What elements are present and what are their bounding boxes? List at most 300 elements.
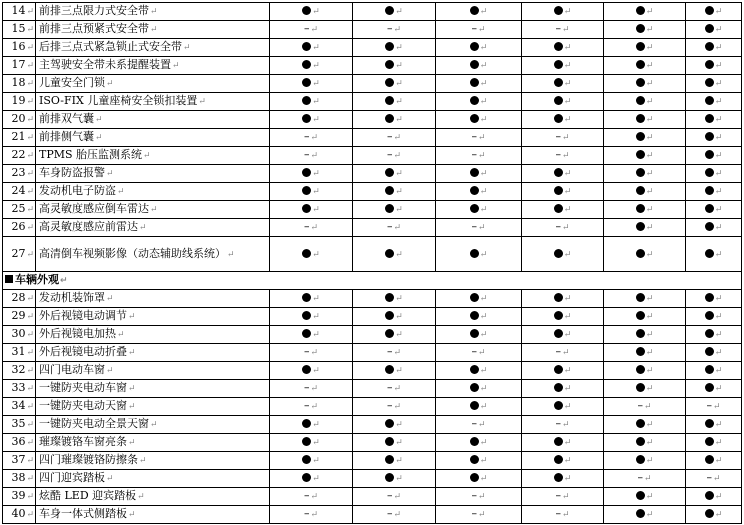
return-mark: ↵ <box>26 510 34 520</box>
value-cell <box>270 165 353 183</box>
standard-dot-icon <box>636 24 645 33</box>
feature-name-cell <box>36 21 270 39</box>
value-cell <box>353 165 436 183</box>
return-mark: ↵ <box>106 169 114 179</box>
value-cell <box>604 201 686 219</box>
none-dash: – <box>386 507 393 520</box>
return-mark: ↵ <box>714 151 723 161</box>
table-row <box>3 183 742 201</box>
standard-dot-icon <box>554 293 563 302</box>
standard-dot-icon <box>302 329 311 338</box>
return-mark: ↵ <box>26 438 34 448</box>
return-mark: ↵ <box>563 43 572 53</box>
return-mark: ↵ <box>26 456 34 466</box>
standard-dot-icon <box>470 114 479 123</box>
table-row <box>3 219 742 237</box>
return-mark: ↵ <box>714 7 723 17</box>
standard-dot-icon <box>636 222 645 231</box>
row-number-cell <box>3 452 36 470</box>
value-cell <box>436 362 522 380</box>
return-mark: ↵ <box>128 510 136 520</box>
value-cell <box>436 201 522 219</box>
value-cell <box>604 111 686 129</box>
value-cell <box>436 165 522 183</box>
return-mark: ↵ <box>563 79 572 89</box>
feature-name-cell <box>36 326 270 344</box>
table-row <box>3 39 742 57</box>
return-mark: ↵ <box>645 492 654 502</box>
return-mark: ↵ <box>26 384 34 394</box>
row-number: 18 <box>11 76 26 89</box>
return-mark: ↵ <box>479 384 488 394</box>
value-cell <box>436 380 522 398</box>
table-row <box>3 237 742 272</box>
return-mark: ↵ <box>60 276 68 286</box>
row-number-cell <box>3 344 36 362</box>
return-mark: ↵ <box>395 366 403 376</box>
return-mark: ↵ <box>712 474 721 484</box>
return-mark: ↵ <box>563 474 572 484</box>
row-number: 37 <box>11 453 26 466</box>
return-mark: ↵ <box>312 330 320 340</box>
feature-name: 前排三点预紧式安全带 <box>39 22 149 35</box>
return-mark: ↵ <box>395 115 403 125</box>
row-number: 15 <box>11 22 26 35</box>
return-mark: ↵ <box>563 384 572 394</box>
standard-dot-icon <box>385 6 394 15</box>
feature-name: 前排双气囊 <box>39 112 94 125</box>
none-dash: – <box>637 399 643 412</box>
standard-dot-icon <box>302 249 311 258</box>
value-cell <box>522 398 604 416</box>
return-mark: ↵ <box>312 366 320 376</box>
return-mark: ↵ <box>393 510 402 520</box>
value-cell <box>270 488 353 506</box>
value-cell <box>522 308 604 326</box>
return-mark: ↵ <box>714 438 723 448</box>
return-mark: ↵ <box>645 115 654 125</box>
value-cell <box>353 201 436 219</box>
return-mark: ↵ <box>645 384 654 394</box>
return-mark: ↵ <box>477 348 486 358</box>
row-number-cell <box>3 147 36 165</box>
row-number-cell <box>3 362 36 380</box>
table-row <box>3 380 742 398</box>
standard-dot-icon <box>636 419 645 428</box>
return-mark: ↵ <box>26 294 34 304</box>
return-mark: ↵ <box>95 133 103 143</box>
return-mark: ↵ <box>714 169 723 179</box>
standard-dot-icon <box>705 204 714 213</box>
value-cell <box>270 380 353 398</box>
return-mark: ↵ <box>172 61 180 71</box>
return-mark: ↵ <box>26 133 34 143</box>
return-mark: ↵ <box>563 115 572 125</box>
return-mark: ↵ <box>563 7 572 17</box>
value-cell <box>522 111 604 129</box>
return-mark: ↵ <box>26 420 34 430</box>
value-cell <box>270 3 353 21</box>
return-mark: ↵ <box>312 61 320 71</box>
value-cell <box>436 111 522 129</box>
row-number: 17 <box>11 58 26 71</box>
value-cell <box>270 308 353 326</box>
standard-dot-icon <box>385 60 394 69</box>
standard-dot-icon <box>636 168 645 177</box>
standard-dot-icon <box>705 365 714 374</box>
none-dash: – <box>555 417 561 430</box>
feature-name: 前排侧气囊 <box>39 130 94 143</box>
return-mark: ↵ <box>117 330 125 340</box>
return-mark: ↵ <box>479 249 488 260</box>
value-cell <box>353 39 436 57</box>
value-cell <box>522 39 604 57</box>
none-dash: – <box>555 345 561 358</box>
return-mark: ↵ <box>393 133 402 143</box>
feature-name: 车身一体式侧踏板 <box>39 507 127 520</box>
section-row <box>3 272 742 290</box>
row-number-cell <box>3 183 36 201</box>
none-dash: – <box>386 22 393 35</box>
standard-dot-icon <box>705 96 714 105</box>
standard-dot-icon <box>385 42 394 51</box>
row-number-cell <box>3 416 36 434</box>
standard-dot-icon <box>705 329 714 338</box>
value-cell <box>686 416 742 434</box>
none-dash: – <box>555 507 561 520</box>
row-number: 16 <box>11 40 26 53</box>
standard-dot-icon <box>470 455 479 464</box>
row-number: 24 <box>11 184 26 197</box>
return-mark: ↵ <box>645 7 654 17</box>
feature-name: 高清倒车视频影像（动态辅助线系统） <box>39 246 226 260</box>
value-cell <box>604 129 686 147</box>
feature-name: 后排三点式紧急锁止式安全带 <box>39 40 182 53</box>
return-mark: ↵ <box>479 330 488 340</box>
return-mark: ↵ <box>26 492 34 502</box>
return-mark: ↵ <box>561 510 570 520</box>
row-number-cell <box>3 75 36 93</box>
value-cell <box>353 380 436 398</box>
standard-dot-icon <box>302 455 311 464</box>
feature-name: 发动机装饰罩 <box>39 291 105 304</box>
return-mark: ↵ <box>312 438 320 448</box>
feature-name: TPMS 胎压监测系统 <box>39 148 143 161</box>
return-mark: ↵ <box>561 133 570 143</box>
none-dash: – <box>303 220 310 233</box>
return-mark: ↵ <box>563 330 572 340</box>
value-cell <box>436 434 522 452</box>
return-mark: ↵ <box>310 384 319 394</box>
return-mark: ↵ <box>714 61 723 71</box>
value-cell <box>686 470 742 488</box>
feature-name-cell <box>36 488 270 506</box>
row-number-cell <box>3 380 36 398</box>
return-mark: ↵ <box>393 151 402 161</box>
table-row <box>3 93 742 111</box>
standard-dot-icon <box>705 186 714 195</box>
return-mark: ↵ <box>561 492 570 502</box>
standard-dot-icon <box>636 347 645 356</box>
return-mark: ↵ <box>312 169 320 179</box>
return-mark: ↵ <box>477 25 486 35</box>
value-cell <box>436 290 522 308</box>
return-mark: ↵ <box>561 348 570 358</box>
standard-dot-icon <box>705 249 714 258</box>
table-row <box>3 452 742 470</box>
value-cell <box>270 111 353 129</box>
value-cell <box>353 290 436 308</box>
return-mark: ↵ <box>128 402 136 412</box>
row-number: 38 <box>11 471 26 484</box>
value-cell <box>686 75 742 93</box>
none-dash: – <box>555 489 561 502</box>
return-mark: ↵ <box>312 115 320 125</box>
return-mark: ↵ <box>643 474 652 484</box>
return-mark: ↵ <box>310 25 319 35</box>
standard-dot-icon <box>302 60 311 69</box>
table-row <box>3 147 742 165</box>
feature-name: 璀璨镀铬车窗亮条 <box>39 435 127 448</box>
value-cell <box>270 129 353 147</box>
feature-name-cell <box>36 75 270 93</box>
return-mark: ↵ <box>714 420 723 430</box>
standard-dot-icon <box>554 60 563 69</box>
return-mark: ↵ <box>645 25 654 35</box>
value-cell <box>522 434 604 452</box>
return-mark: ↵ <box>477 420 486 430</box>
standard-dot-icon <box>636 42 645 51</box>
return-mark: ↵ <box>395 438 403 448</box>
row-number-cell <box>3 39 36 57</box>
value-cell <box>604 93 686 111</box>
feature-name: 高灵敏度感应前雷达 <box>39 220 138 233</box>
value-cell <box>353 237 436 272</box>
return-mark: ↵ <box>393 402 402 412</box>
standard-dot-icon <box>705 419 714 428</box>
value-cell <box>436 344 522 362</box>
spec-table-body <box>3 3 742 524</box>
value-cell <box>604 147 686 165</box>
section-label: 车辆外观 <box>15 273 59 286</box>
value-cell <box>522 57 604 75</box>
none-dash: – <box>303 130 310 143</box>
row-number-cell <box>3 129 36 147</box>
value-cell <box>270 416 353 434</box>
return-mark: ↵ <box>714 205 723 215</box>
return-mark: ↵ <box>183 43 191 53</box>
value-cell <box>522 344 604 362</box>
table-row <box>3 129 742 147</box>
row-number: 39 <box>11 489 26 502</box>
standard-dot-icon <box>705 150 714 159</box>
standard-dot-icon <box>636 132 645 141</box>
value-cell <box>270 326 353 344</box>
standard-dot-icon <box>636 60 645 69</box>
return-mark: ↵ <box>645 133 654 143</box>
return-mark: ↵ <box>26 348 34 358</box>
return-mark: ↵ <box>395 330 403 340</box>
value-cell <box>522 21 604 39</box>
value-cell <box>686 39 742 57</box>
row-number-cell <box>3 326 36 344</box>
value-cell <box>604 21 686 39</box>
value-cell <box>353 21 436 39</box>
value-cell <box>436 488 522 506</box>
return-mark: ↵ <box>563 249 572 260</box>
return-mark: ↵ <box>26 223 34 233</box>
standard-dot-icon <box>302 6 311 15</box>
return-mark: ↵ <box>106 294 114 304</box>
standard-dot-icon <box>302 168 311 177</box>
value-cell <box>604 290 686 308</box>
standard-dot-icon <box>470 383 479 392</box>
return-mark: ↵ <box>150 7 158 17</box>
value-cell <box>686 147 742 165</box>
return-mark: ↵ <box>143 151 151 161</box>
feature-name: 四门电动车窗 <box>39 363 105 376</box>
return-mark: ↵ <box>645 61 654 71</box>
return-mark: ↵ <box>26 402 34 412</box>
return-mark: ↵ <box>714 43 723 53</box>
standard-dot-icon <box>554 114 563 123</box>
row-number-cell <box>3 290 36 308</box>
standard-dot-icon <box>554 204 563 213</box>
return-mark: ↵ <box>312 97 320 107</box>
return-mark: ↵ <box>714 294 723 304</box>
feature-name-cell <box>36 201 270 219</box>
feature-name-cell <box>36 380 270 398</box>
row-number-cell <box>3 201 36 219</box>
return-mark: ↵ <box>645 366 654 376</box>
none-dash: – <box>303 399 310 412</box>
standard-dot-icon <box>385 311 394 320</box>
standard-dot-icon <box>636 204 645 213</box>
standard-dot-icon <box>385 186 394 195</box>
value-cell <box>522 362 604 380</box>
standard-dot-icon <box>705 311 714 320</box>
return-mark: ↵ <box>128 312 136 322</box>
standard-dot-icon <box>554 329 563 338</box>
standard-dot-icon <box>385 329 394 338</box>
return-mark: ↵ <box>198 97 206 107</box>
value-cell <box>604 398 686 416</box>
standard-dot-icon <box>554 78 563 87</box>
return-mark: ↵ <box>645 456 654 466</box>
standard-dot-icon <box>705 383 714 392</box>
standard-dot-icon <box>385 473 394 482</box>
return-mark: ↵ <box>310 510 319 520</box>
standard-dot-icon <box>302 437 311 446</box>
table-row <box>3 326 742 344</box>
row-number: 23 <box>11 166 26 179</box>
value-cell <box>686 380 742 398</box>
value-cell <box>353 308 436 326</box>
return-mark: ↵ <box>563 187 572 197</box>
standard-dot-icon <box>705 132 714 141</box>
return-mark: ↵ <box>26 249 34 260</box>
standard-dot-icon <box>554 401 563 410</box>
feature-name-cell <box>36 470 270 488</box>
return-mark: ↵ <box>477 133 486 143</box>
standard-dot-icon <box>636 365 645 374</box>
value-cell <box>436 326 522 344</box>
feature-name-cell <box>36 219 270 237</box>
value-cell <box>604 434 686 452</box>
value-cell <box>686 452 742 470</box>
value-cell <box>270 362 353 380</box>
table-row <box>3 165 742 183</box>
standard-dot-icon <box>302 204 311 213</box>
none-dash: – <box>471 345 477 358</box>
value-cell <box>436 452 522 470</box>
value-cell <box>436 506 522 524</box>
row-number-cell <box>3 237 36 272</box>
row-number-cell <box>3 219 36 237</box>
standard-dot-icon <box>470 437 479 446</box>
return-mark: ↵ <box>310 348 319 358</box>
return-mark: ↵ <box>714 223 723 233</box>
return-mark: ↵ <box>312 43 320 53</box>
value-cell <box>353 344 436 362</box>
standard-dot-icon <box>554 168 563 177</box>
none-dash: – <box>706 471 712 484</box>
row-number-cell <box>3 434 36 452</box>
standard-dot-icon <box>470 329 479 338</box>
standard-dot-icon <box>636 383 645 392</box>
none-dash: – <box>637 471 643 484</box>
standard-dot-icon <box>302 42 311 51</box>
value-cell <box>686 165 742 183</box>
row-number: 20 <box>11 112 26 125</box>
standard-dot-icon <box>636 249 645 258</box>
feature-name: 主驾驶安全带未系提醒装置 <box>39 58 171 71</box>
none-dash: – <box>386 381 393 394</box>
return-mark: ↵ <box>477 151 486 161</box>
value-cell <box>686 3 742 21</box>
return-mark: ↵ <box>393 223 402 233</box>
table-row <box>3 506 742 524</box>
value-cell <box>686 57 742 75</box>
return-mark: ↵ <box>106 79 114 89</box>
feature-name: 车身防盗报警 <box>39 166 105 179</box>
return-mark: ↵ <box>714 249 723 260</box>
value-cell <box>686 21 742 39</box>
value-cell <box>270 57 353 75</box>
standard-dot-icon <box>636 509 645 518</box>
feature-name-cell <box>36 398 270 416</box>
return-mark: ↵ <box>479 97 488 107</box>
feature-name-cell <box>36 362 270 380</box>
standard-dot-icon <box>554 96 563 105</box>
none-dash: – <box>303 507 310 520</box>
standard-dot-icon <box>554 6 563 15</box>
return-mark: ↵ <box>26 205 34 215</box>
value-cell <box>686 111 742 129</box>
return-mark: ↵ <box>26 474 34 484</box>
table-row <box>3 3 742 21</box>
value-cell <box>522 93 604 111</box>
spec-table <box>2 2 742 524</box>
row-number: 34 <box>11 399 26 412</box>
value-cell <box>353 219 436 237</box>
return-mark: ↵ <box>561 420 570 430</box>
value-cell <box>522 416 604 434</box>
return-mark: ↵ <box>393 25 402 35</box>
none-dash: – <box>555 130 561 143</box>
table-row <box>3 416 742 434</box>
value-cell <box>522 219 604 237</box>
